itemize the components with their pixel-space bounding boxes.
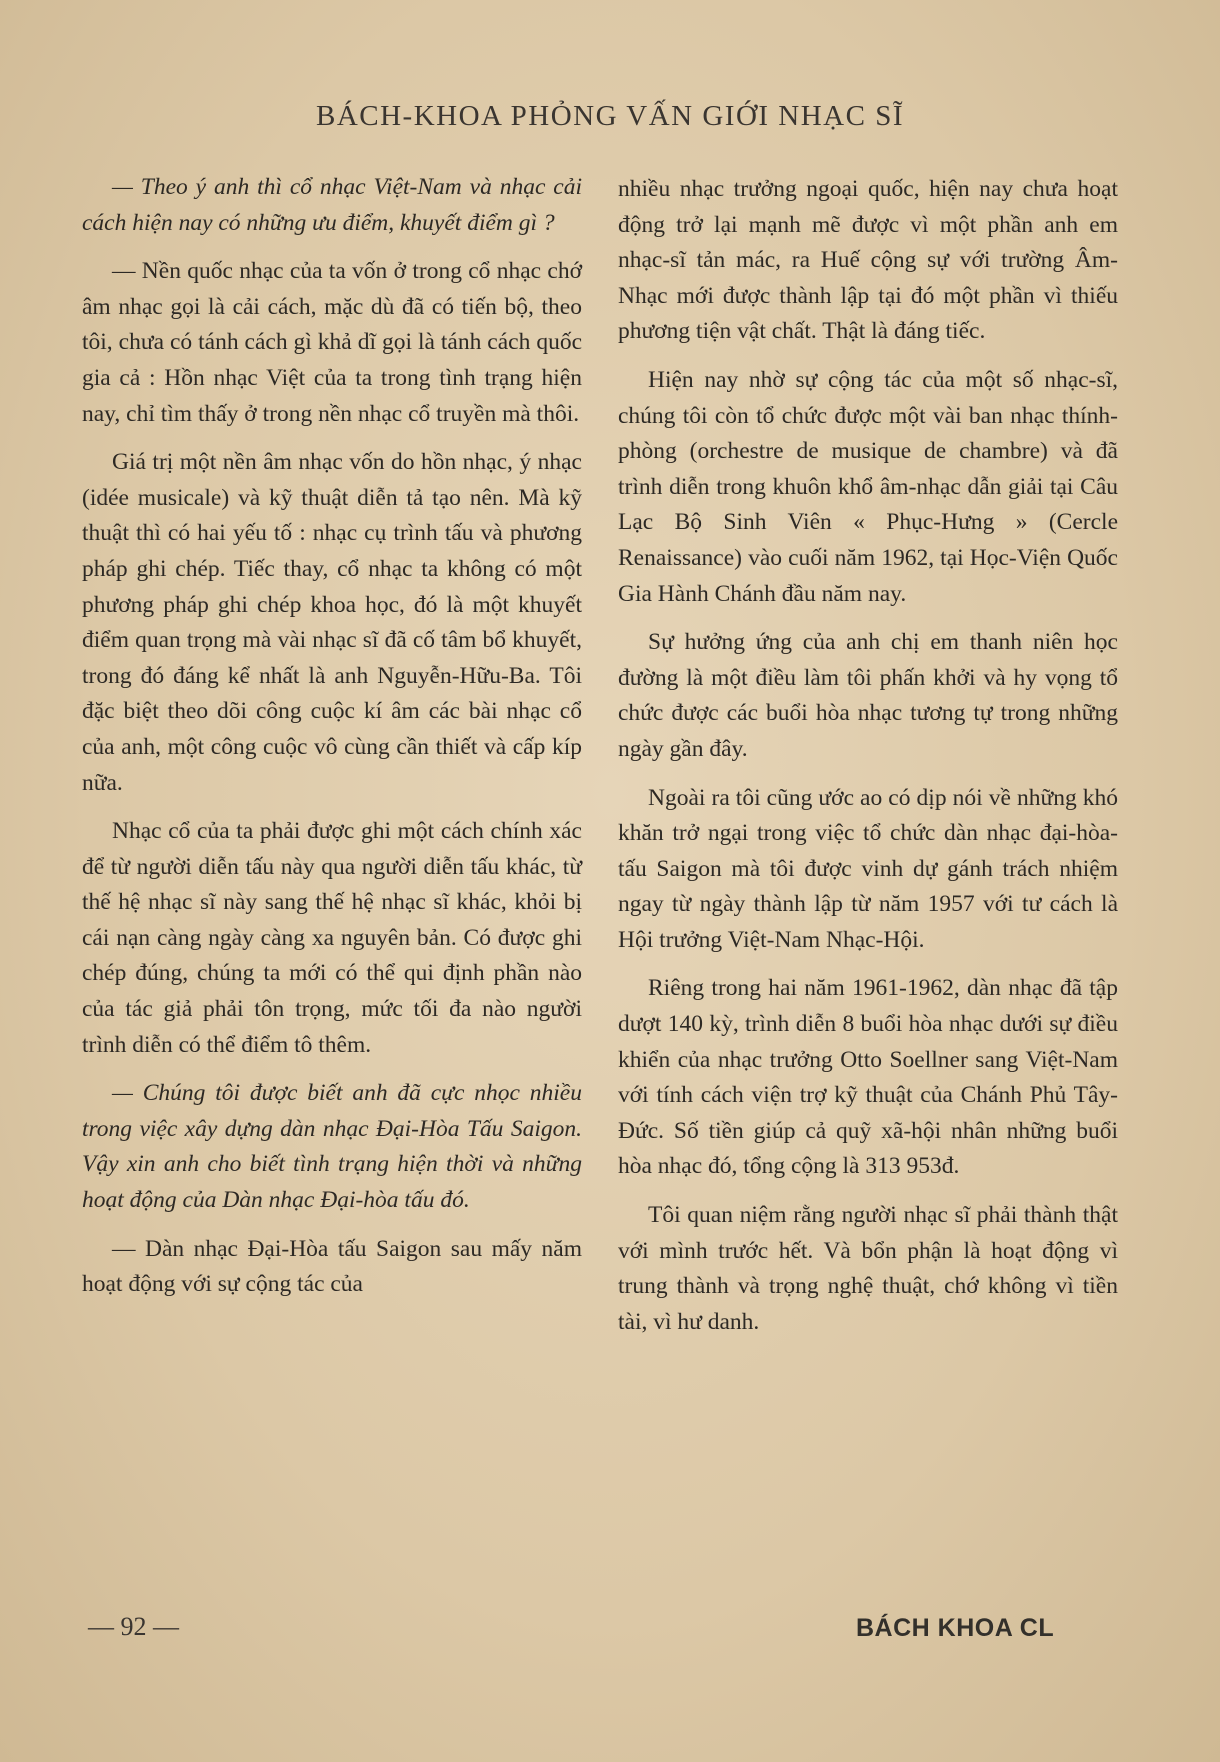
interview-question: — Theo ý anh thì cổ nhạc Việt-Nam và nhạc cải cách hiện nay có những ưu điểm, khuyết điểm gì ?: [82, 174, 582, 236]
answer-paragraph: Tôi quan niệm rằng người nhạc sĩ phải thành thật với mình trước hết. Và bổn phận là hoạt động vì trung thành và trọng nghệ thuật, chớ không vì tiền tài, vì hư danh.: [618, 1202, 1118, 1335]
left-column: [82, 170, 582, 1316]
answer-paragraph: Ngoài ra tôi cũng ước ao có dịp nói về những khó khăn trở ngại trong việc tổ chức dàn nhạc đại-hòa-tấu Saigon mà tôi được vinh dự gánh trách nhiệm ngay từ ngày thành lập từ năm 1957 với tư cách là Hội trưởng Việt-Nam Nhạc-Hội.: [618, 784, 1118, 953]
interview-question: — Chúng tôi được biết anh đã cực nhọc nhiều trong việc xây dựng dàn nhạc Đại-Hòa Tấu Saigon. Vậy xin anh cho biết tình trạng hiện thời và những hoạt động của Dàn nhạc Đại-hòa tấu đó.: [82, 1080, 582, 1214]
answer-paragraph: Sự hưởng ứng của anh chị em thanh niên học đường là một điều làm tôi phấn khởi và hy vọng tổ chức được các buổi hòa nhạc tương tự trong những ngày gần đây.: [618, 629, 1118, 762]
answer-paragraph: Riêng trong hai năm 1961-1962, dàn nhạc đã tập dượt 140 kỳ, trình diễn 8 buổi hòa nhạc dưới sự điều khiển của nhạc trưởng Otto Soellner sang Việt-Nam với tính cách viện trợ kỹ thuật của Chánh Phủ Tây-Đức. Số tiền giúp cả quỹ xã-hội nhân những buổi hòa nhạc đó, tổng cộng là 313 953đ.: [618, 975, 1118, 1180]
page-header-title: BÁCH-KHOA PHỎNG VẤN GIỚI NHẠC SĨ: [315, 100, 904, 132]
answer-paragraph: — Nền quốc nhạc của ta vốn ở trong cổ nhạc chớ âm nhạc gọi là cải cách, mặc dù đã có tiến bộ, theo tôi, chưa có tánh cách gì khả dĩ gọi là tánh cách quốc gia cả : Hồn nhạc Việt của ta trong tình trạng hiện nay, chỉ tìm thấy ở trong nền nhạc cổ truyền mà thôi.: [82, 258, 582, 427]
answer-paragraph: — Dàn nhạc Đại-Hòa tấu Saigon sau mấy năm hoạt động với sự cộng tác của: [82, 1235, 582, 1298]
page-number: — 92 —: [88, 1612, 179, 1641]
right-column: [618, 172, 1118, 1353]
publication-footer: BÁCH KHOA CL: [856, 1614, 1055, 1642]
answer-paragraph: Hiện nay nhờ sự cộng tác của một số nhạc-sĩ, chúng tôi còn tổ chức được một vài ban nhạc thính-phòng (orchestre de musique de chambre) và đã trình diễn trong khuôn khổ âm-nhạc dẫn giải tại Câu Lạc Bộ Sinh Viên « Phục-Hưng » (Cercle Renaissance) vào cuối năm 1962, tại Học-Viện Quốc Gia Hành Chánh đầu năm nay.: [618, 366, 1118, 607]
answer-paragraph: Giá trị một nền âm nhạc vốn do hồn nhạc, ý nhạc (idée musicale) và kỹ thuật diễn tả tạo nên. Mà kỹ thuật thì có hai yếu tố : nhạc cụ trình tấu và phương pháp ghi chép. Tiếc thay, cổ nhạc ta không có một phương pháp ghi chép khoa học, đó là một khuyết điểm quan trọng mà vài nhạc sĩ đã cố tâm bổ khuyết, trong đó đáng kể nhất là anh Nguyễn-Hữu-Ba. Tôi đặc biệt theo dõi công cuộc kí âm các bài nhạc cổ của anh, một công cuộc vô cùng cần thiết và cấp kíp nữa.: [82, 449, 582, 796]
answer-paragraph: nhiều nhạc trưởng ngoại quốc, hiện nay chưa hoạt động trở lại mạnh mẽ được vì một phần anh em nhạc-sĩ tản mác, ra Huế cộng sự với trường Âm-Nhạc mới được thành lập tại đó một phần vì thiếu phương tiện vật chất. Thật là đáng tiếc.: [618, 176, 1118, 345]
answer-paragraph: Nhạc cổ của ta phải được ghi một cách chính xác để từ người diễn tấu này qua người diễn tấu khác, từ thế hệ nhạc sĩ này sang thế hệ nhạc sĩ khác, khỏi bị cái nạn càng ngày càng xa nguyên bản. Có được ghi chép đúng, chúng ta mới có thể qui định phần nào của tác giả phải tôn trọng, mức tối đa nào người trình diễn có thể điểm tô thêm.: [82, 818, 582, 1058]
